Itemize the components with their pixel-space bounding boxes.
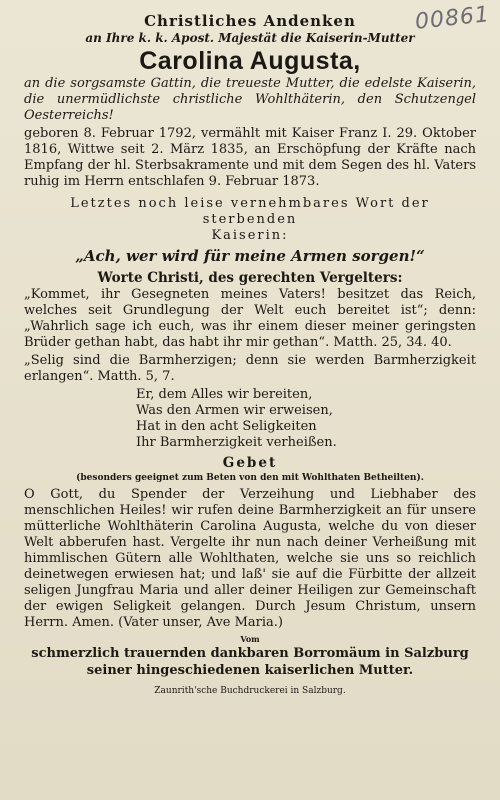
verse-line: Hat in den acht Seligkeiten: [136, 419, 317, 434]
heading-line1: Christliches Andenken: [144, 12, 356, 30]
verse-block: [136, 387, 476, 451]
christ-words-header: Worte Christi, des gerechten Vergelters:: [97, 270, 403, 286]
last-words-intro: Letztes noch leise vernehmbares Wort der sterbenden: [70, 196, 430, 227]
closing-line2: seiner hingeschiedenen kaiserlichen Mutter.: [86, 663, 414, 678]
empress-name: Carolina Augusta,: [139, 47, 361, 75]
closing-vom: Vom: [240, 634, 260, 644]
prayer-text: O Gott, du Spender der Verzeihung und Liebhaber des menschlichen Heiles! wir rufen deine Barmherzigkeit an für unsere mütterliche Wohlthäterin Carolina Augusta, welche du von dieser Welt abberufen hast. Vergelte ihr nun nach deiner Verheißung mit himmlischen Gütern alle Wohlthaten, welche sie uns so reichlich deinetwegen erwiesen hat; und laß' sie auf die Fürbitte der allzeit seligen Jungfrau Maria und aller deiner Heiligen zur Gemeinschaft der ewigen Seligkeit gelangen. Durch Jesum Christum, unsern Herrn. Amen. (Vater unser, Ave Maria.): [24, 487, 476, 630]
inventory-number: 00861: [413, 2, 492, 35]
closing-line1: schmerzlich trauernden dankbaren Borromäum in Salzburg: [31, 646, 469, 661]
printer-line: Zaunrith'sche Buchdruckerei in Salzburg.: [154, 686, 346, 696]
prayer-header: Gebet: [222, 455, 278, 471]
dedication: an die sorgsamste Gattin, die treueste Mutter, die edelste Kaiserin, die unermüdlichste christliche Wohlthäterin, den Schutzengel Oesterreichs!: [24, 76, 476, 123]
prayer-subheader: (besonders geeignet zum Beten von den mit Wohlthaten Betheilten).: [76, 473, 424, 483]
verse-line: Er, dem Alles wir bereiten,: [136, 387, 313, 402]
verse-line: Was den Armen wir erweisen,: [136, 403, 333, 418]
biography: geboren 8. Februar 1792, vermählt mit Kaiser Franz I. 29. Oktober 1816, Wittwe seit 2. März 1835, an Erschöpfung der Kräfte nach Empfang der hl. Sterbsakramente und mit dem Segen des hl. Vaters ruhig im Herrn entschlafen 9. Februar 1873.: [24, 126, 476, 189]
heading-line2: an Ihre k. k. Apost. Majestät die Kaiserin-Mutter: [85, 31, 415, 45]
christ-quote-2: „Selig sind die Barmherzigen; denn sie werden Barmherzigkeit erlangen“. Matth. 5, 7.: [24, 353, 476, 384]
verse-line: Ihr Barmherzigkeit verheißen.: [136, 435, 337, 450]
last-words-intro-2: Kaiserin:: [211, 228, 289, 243]
christ-quote-1: „Kommet, ihr Gesegneten meines Vaters! besitzet das Reich, welches seit Grundlegung der Welt euch bereitet ist“; denn: „Wahrlich sage ich euch, was ihr einem dieser meiner geringsten Brüder gethan habt, das habt ihr mir gethan“. Matth. 25, 34. 40.: [24, 287, 476, 350]
last-words-quote: „Ach, wer wird für meine Armen sorgen!“: [75, 247, 425, 265]
